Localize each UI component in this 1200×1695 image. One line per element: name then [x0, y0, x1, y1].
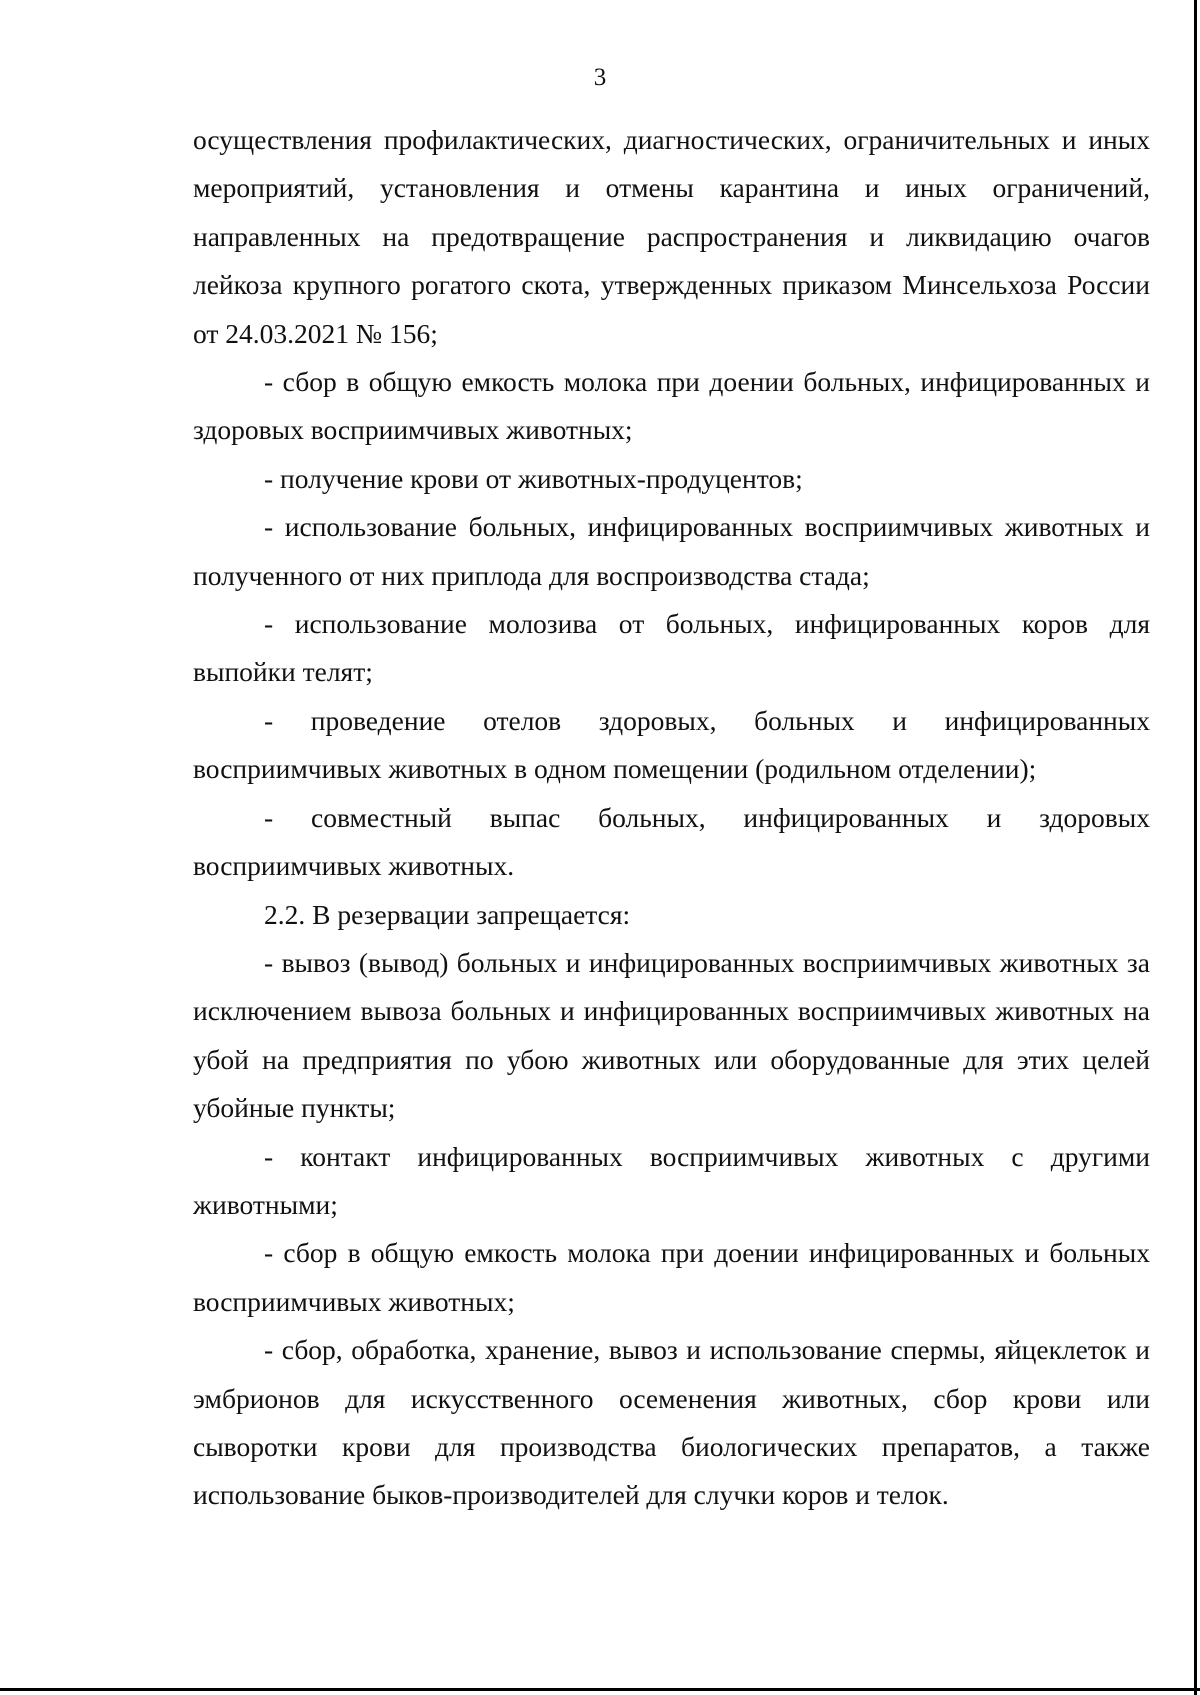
- list-item-milk-collection: - сбор в общую емкость молока при доении больных, инфицированных и здоровых восприимчивых животных;: [193, 366, 1150, 446]
- list-item-sperm-embryo-use: - сбор, обработка, хранение, вывоз и использование спермы, яйцеклеток и эмбрионов для искусственного осеменения животных, сбор крови или сыворотки крови для производства биологических препаратов, а также использование быков-производителей для случки коров и телок.: [193, 1334, 1150, 1511]
- paragraph-continuation: осуществления профилактических, диагностических, ограничительных и иных мероприятий, установления и отмены карантина и иных ограничений, направленных на предотвращение распространения и ликвидацию очагов лейкоза крупного рогатого скота, утвержденных приказом Минсельхоза России от 24.03.2021 № 156;: [193, 124, 1150, 349]
- document-body: [193, 116, 1150, 1520]
- scan-border-right: [1194, 0, 1197, 1695]
- list-item-calving: - проведение отелов здоровых, больных и инфицированных восприимчивых животных в одном помещении (родильном отделении);: [193, 704, 1150, 785]
- list-item-colostrum-use: - использование молозива от больных, инфицированных коров для выпойки телят;: [193, 608, 1150, 688]
- page-number: 3: [593, 64, 607, 91]
- list-item-blood-collection: - получение крови от животных-продуцентов;: [264, 462, 803, 494]
- list-item-joint-grazing: - совместный выпас больных, инфицированных и здоровых восприимчивых животных.: [193, 801, 1150, 882]
- list-item-animal-contact: - контакт инфицированных восприимчивых животных с другими животными;: [193, 1140, 1150, 1220]
- section-heading-2-2: 2.2. В резервации запрещается:: [264, 898, 631, 930]
- scan-border-bottom: [0, 1688, 1200, 1691]
- list-item-milk-collection-infected: - сбор в общую емкость молока при доении инфицированных и больных восприимчивых животных;: [193, 1237, 1150, 1317]
- list-item-herd-reproduction: - использование больных, инфицированных восприимчивых животных и полученного от них приплода для воспроизводства стада;: [193, 511, 1150, 591]
- list-item-animal-removal: - вывоз (вывод) больных и инфицированных восприимчивых животных за исключением вывоза больных и инфицированных восприимчивых животных на убой на предприятия по убою животных или оборудованные для этих целей убойные пункты;: [193, 946, 1150, 1124]
